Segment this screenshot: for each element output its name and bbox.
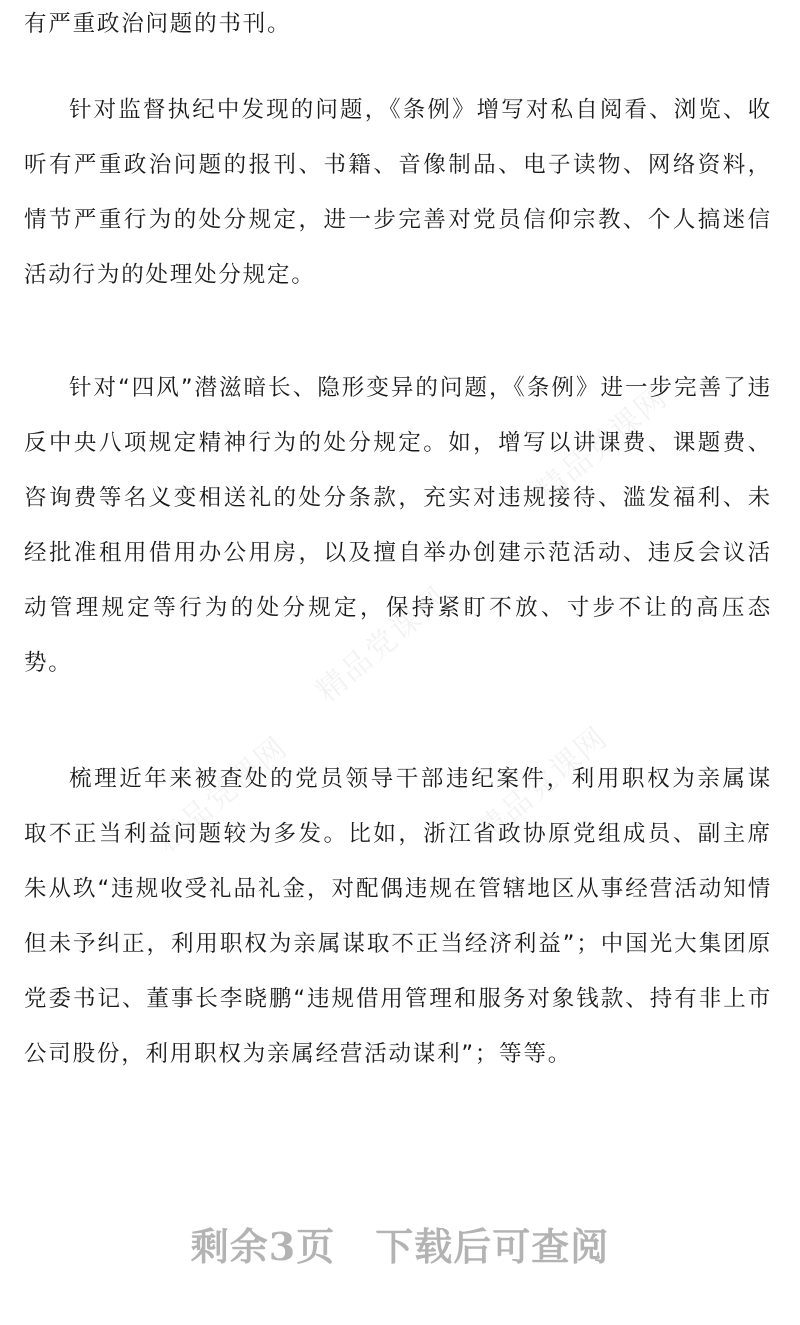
remaining-pages-label: 剩余3页 [190,1224,336,1269]
watermark: 精品党课网 [469,719,615,850]
paragraph-2: 针对监督执纪中发现的问题，《条例》增写对私自阅看、浏览、收听有严重政治问题的报刊、书籍、音像制品、电子读物、网络资料，情节严重行为的处分规定，进一步完善对党员信仰宗教、个人搞迷信活动行为的处理处分规定。 [24,97,772,288]
watermark: 精品党课网 [149,729,295,860]
paragraph-3: 针对“四风”潜滋暗长、隐形变异的问题，《条例》进一步完善了违反中央八项规定精神行为的处分规定。如，增写以讲课费、课题费、咨询费等名义变相送礼的处分条款，充实对违规接待、滥发福利、未经批准租用借用办公用房，以及擅自举办创建示范活动、违反会议活动管理规定等行为的处分规定，保持紧盯不放、寸步不让的高压态势。 [24,375,772,676]
paragraph-1: 有严重政治问题的书刊。 [24,11,292,37]
paragraph-4: 梳理近年来被查处的党员领导干部违纪案件，利用职权为亲属谋取不正当利益问题较为多发。比如，浙江省政协原党组成员、副主席朱从玖“违规收受礼品礼金，对配偶违规在管辖地区从事经营活动知情但未予纠正，利用职权为亲属谋取不正当经济利益”；中国光大集团原党委书记、董事长李晓鹏“违规借用管理和服务对象钱款、持有非上市公司股份，利用职权为亲属经营活动谋利”；等等。 [24,766,772,1067]
watermark: 精品党课网 [309,579,455,710]
download-to-view-label: 下载后可查阅 [375,1224,610,1269]
watermark: 精品党课网 [529,379,675,510]
download-notice[interactable] [0,1222,800,1272]
